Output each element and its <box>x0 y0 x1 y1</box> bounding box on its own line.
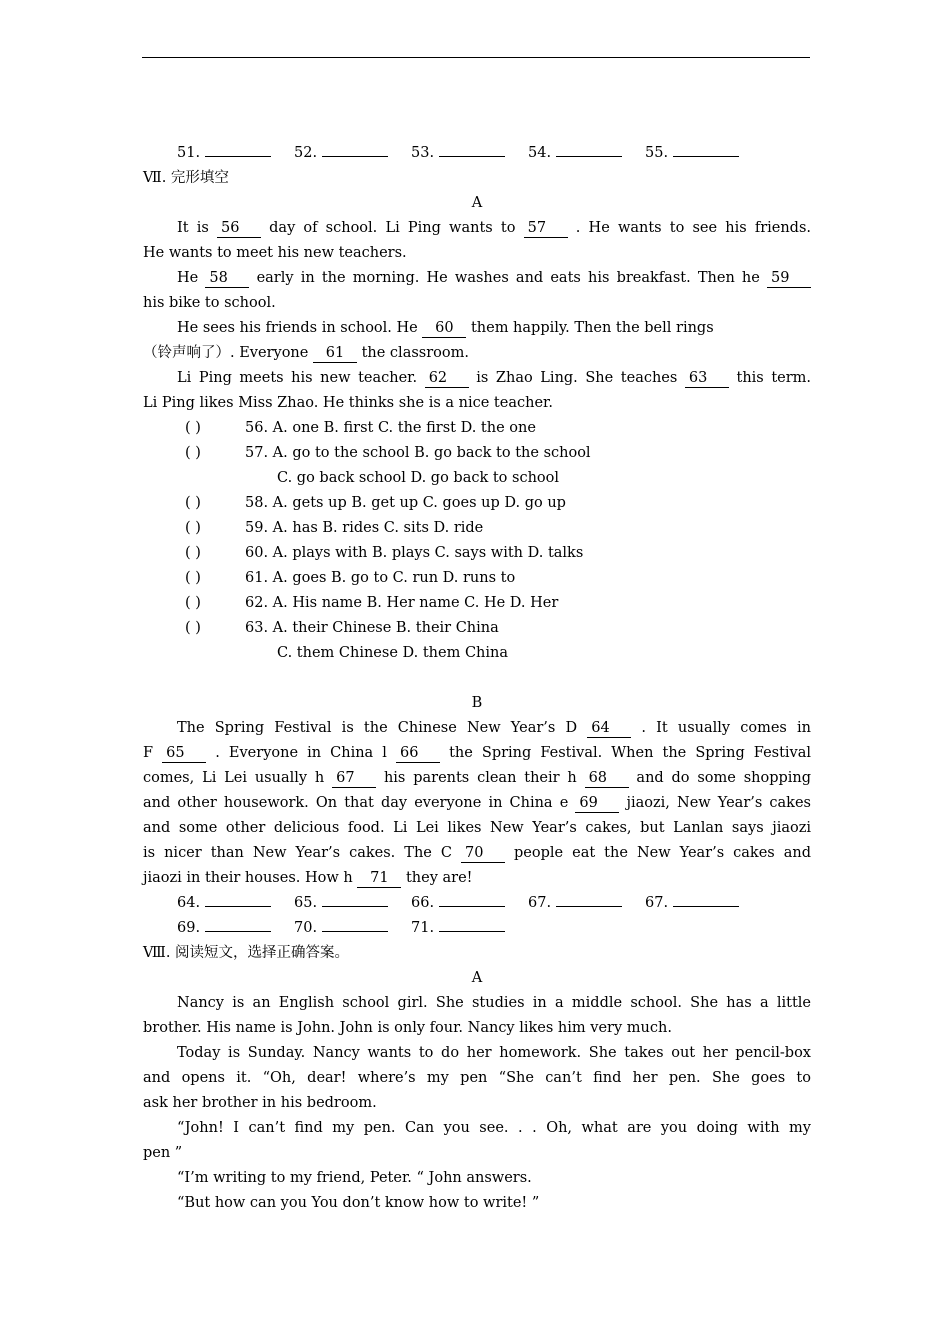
option-row-63-cont: C. them Chinese D. them China <box>277 645 509 661</box>
cloze-b-line: jiaozi in their houses. How h 71 they are! <box>143 870 473 886</box>
answer-blank[interactable] <box>205 142 271 157</box>
blank-60[interactable]: 60 <box>422 320 466 338</box>
reading-line: “But how can you You don’t know how to write! ” <box>177 1195 540 1211</box>
answer-blank[interactable] <box>322 142 388 157</box>
blank-67[interactable]: 67 <box>332 770 376 788</box>
cloze-b-line: F 65 . Everyone in China l 66 the Spring Festival. When the Spring Festival <box>143 745 811 761</box>
cloze-b-line: and some other delicious food. Li Lei likes New Year’s cakes, but Lanlan says jiaozi <box>143 820 811 836</box>
cloze-a-line: （铃声响了）. Everyone 61 the classroom. <box>143 345 469 361</box>
option-row-57-cont: C. go back school D. go back to school <box>277 470 560 486</box>
blank-65[interactable]: 65 <box>162 745 206 763</box>
answer-item: 66. <box>411 891 528 916</box>
answer-item: 67. <box>528 891 645 916</box>
option-row-58: ( ) 58. A. gets up B. get up C. goes up D. go up <box>143 491 811 516</box>
option-row-63: ( ) 63. A. their Chinese B. their China <box>143 616 811 641</box>
answer-blank[interactable] <box>205 917 271 932</box>
reading-line: ask her brother in his bedroom. <box>143 1095 377 1111</box>
answer-item: 51. <box>177 141 294 166</box>
answer-item: 52. <box>294 141 411 166</box>
answer-paren[interactable]: ( ) <box>185 495 201 511</box>
cloze-b-line: is nicer than New Year’s cakes. The C 70 people eat the New Year’s cakes and <box>143 845 811 861</box>
cloze-a-line: He 58 early in the morning. He washes and eats his breakfast. Then he 59 <box>143 266 811 291</box>
answer-blank[interactable] <box>673 892 739 907</box>
section-7-heading: Ⅶ. 完形填空 <box>143 170 229 186</box>
answer-blank[interactable] <box>556 892 622 907</box>
cloze-b-line: and other housework. On that day everyone in China e 69 jiaozi, New Year’s cakes <box>143 795 811 811</box>
blank-68[interactable]: 68 <box>585 770 629 788</box>
cloze-b-line: The Spring Festival is the Chinese New Year’s D 64 . It usually comes in <box>177 720 811 736</box>
answer-blank[interactable] <box>556 142 622 157</box>
option-row-59: ( ) 59. A. has B. rides C. sits D. ride <box>143 516 811 541</box>
blank-63[interactable]: 63 <box>685 370 729 388</box>
blank-70[interactable]: 70 <box>461 845 505 863</box>
blank-61[interactable]: 61 <box>313 345 357 363</box>
option-row-60: ( ) 60. A. plays with B. plays C. says with D. talks <box>143 541 811 566</box>
answer-item: 67. <box>645 891 762 916</box>
blank-58[interactable]: 58 <box>205 270 249 288</box>
option-row-57: ( ) 57. A. go to the school B. go back to the school <box>143 441 811 466</box>
answer-item: 65. <box>294 891 411 916</box>
blank-57[interactable]: 57 <box>524 220 568 238</box>
page-content <box>143 141 811 1216</box>
answer-blank[interactable] <box>439 917 505 932</box>
cloze-a-line: It is 56 day of school. Li Ping wants to 57 . He wants to see his friends. <box>177 220 811 236</box>
answer-item: 64. <box>177 891 294 916</box>
answer-paren[interactable]: ( ) <box>185 595 201 611</box>
answer-item: 55. <box>645 141 762 166</box>
answer-paren[interactable]: ( ) <box>185 520 201 536</box>
reading-a-label: A <box>471 970 483 986</box>
option-row-61: ( ) 61. A. goes B. go to C. run D. runs to <box>143 566 811 591</box>
cloze-a-line: Li Ping likes Miss Zhao. He thinks she is a nice teacher. <box>143 395 553 411</box>
answer-paren[interactable]: ( ) <box>185 420 201 436</box>
cloze-b-line: comes, Li Lei usually h 67 his parents clean their h 68 and do some shopping <box>143 770 811 786</box>
option-row-62: ( ) 62. A. His name B. Her name C. He D. Her <box>143 591 811 616</box>
spacer <box>143 666 811 691</box>
part-a-label: A <box>471 195 483 211</box>
header-rule <box>142 57 810 58</box>
answer-blank[interactable] <box>439 142 505 157</box>
reading-line: Today is Sunday. Nancy wants to do her homework. She takes out her pencil-box <box>177 1045 811 1061</box>
part-b-label: B <box>471 695 483 711</box>
answer-blank[interactable] <box>439 892 505 907</box>
reading-line: and opens it. “Oh, dear! where’s my pen “She can’t find her pen. She goes to <box>143 1070 811 1086</box>
answer-row-51-55 <box>143 141 811 166</box>
reading-line: pen ” <box>143 1145 183 1161</box>
answer-row-69-71 <box>143 916 811 941</box>
cloze-a-line: He wants to meet his new teachers. <box>143 245 407 261</box>
answer-blank[interactable] <box>322 892 388 907</box>
blank-59[interactable]: 59 <box>767 270 811 288</box>
answer-blank[interactable] <box>322 917 388 932</box>
section-8-heading: Ⅷ. 阅读短文，选择正确答案。 <box>143 945 350 961</box>
blank-64[interactable]: 64 <box>587 720 631 738</box>
answer-paren[interactable]: ( ) <box>185 545 201 561</box>
reading-line: brother. His name is John. John is only four. Nancy likes him very much. <box>143 1020 672 1036</box>
answer-paren[interactable]: ( ) <box>185 620 201 636</box>
cloze-a-line: his bike to school. <box>143 295 276 311</box>
blank-62[interactable]: 62 <box>425 370 469 388</box>
blank-66[interactable]: 66 <box>396 745 440 763</box>
answer-blank[interactable] <box>673 142 739 157</box>
answer-item: 71. <box>411 916 528 941</box>
option-row-56: ( ) 56. A. one B. first C. the first D. the one <box>143 416 811 441</box>
answer-blank[interactable] <box>205 892 271 907</box>
reading-line: “I’m writing to my friend, Peter. “ John answers. <box>177 1170 532 1186</box>
blank-56[interactable]: 56 <box>217 220 261 238</box>
cloze-a-line: He sees his friends in school. He 60 them happily. Then the bell rings <box>177 320 714 336</box>
answer-paren[interactable]: ( ) <box>185 445 201 461</box>
answer-item: 54. <box>528 141 645 166</box>
cloze-a-line: Li Ping meets his new teacher. 62 is Zhao Ling. She teaches 63 this term. <box>177 370 811 386</box>
blank-71[interactable]: 71 <box>357 870 401 888</box>
reading-line: Nancy is an English school girl. She studies in a middle school. She has a little <box>177 995 811 1011</box>
answer-item: 53. <box>411 141 528 166</box>
answer-paren[interactable]: ( ) <box>185 570 201 586</box>
answer-row-64-67 <box>143 891 811 916</box>
answer-item: 70. <box>294 916 411 941</box>
blank-69[interactable]: 69 <box>575 795 619 813</box>
answer-item: 69. <box>177 916 294 941</box>
reading-line: “John! I can’t find my pen. Can you see. . . Oh, what are you doing with my <box>177 1120 811 1136</box>
